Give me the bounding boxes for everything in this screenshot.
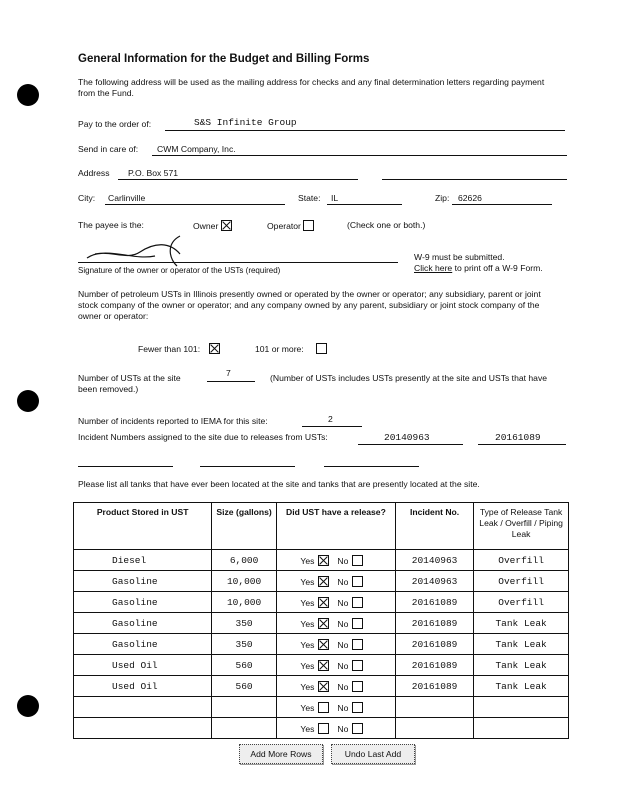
cell-release — [276, 571, 395, 592]
incident-number-line-2 — [478, 444, 566, 445]
release-yes-label: Yes — [300, 639, 315, 650]
address-label: Address — [78, 168, 110, 178]
operator-label: Operator — [267, 221, 301, 231]
incident-number-1[interactable]: 20140963 — [384, 432, 430, 443]
state-field[interactable]: IL — [331, 193, 339, 203]
header-product: Product Stored in UST — [74, 503, 212, 550]
incident-number-line-5 — [324, 466, 419, 467]
tanks-table — [73, 502, 569, 739]
release-no-label: No — [337, 618, 349, 629]
address-line-1 — [118, 179, 358, 180]
usts-at-site-label: Number of USTs at the site — [78, 373, 181, 383]
cell-release — [276, 697, 395, 718]
release-no-checkbox[interactable] — [352, 639, 363, 650]
table-row — [74, 550, 569, 571]
punch-hole-middle — [17, 390, 39, 412]
cell-release-type[interactable]: Overfill — [474, 571, 569, 592]
w9-link[interactable]: Click here — [414, 263, 453, 273]
ust-count-question: Number of petroleum USTs in Illinois presently owned or operated by the owner or operator; any subsidiary, parent or joint stock company of the owner or operator; and any company owned by any parent, subsidiary or joint stock company of the owner or operator: — [78, 289, 541, 321]
incident-numbers-label: Incident Numbers assigned to the site due to releases from USTs: — [78, 432, 328, 442]
signature-line — [78, 262, 398, 263]
undo-last-add-button[interactable]: Undo Last Add — [331, 744, 415, 764]
cell-incident[interactable] — [395, 697, 473, 718]
release-no-checkbox[interactable] — [352, 597, 363, 608]
signature-label: Signature of the owner or operator of the USTs (required) — [78, 266, 281, 275]
release-no-label: No — [337, 555, 349, 566]
add-more-rows-button[interactable]: Add More Rows — [239, 744, 323, 764]
more-than-101-option[interactable] — [255, 343, 327, 354]
cell-release-type[interactable]: Tank Leak — [474, 676, 569, 697]
release-yes-label: Yes — [300, 618, 315, 629]
more-than-101-label: 101 or more: — [255, 344, 304, 354]
header-size: Size (gallons) — [212, 503, 277, 550]
release-yes-checkbox[interactable] — [318, 639, 329, 650]
release-yes-checkbox[interactable] — [318, 597, 329, 608]
cell-release-type[interactable]: Overfill — [474, 592, 569, 613]
cell-product[interactable]: Used Oil — [74, 655, 212, 676]
release-yes-label: Yes — [300, 660, 315, 671]
tanks-instruction: Please list all tanks that have ever been located at the site and tanks that are presently located at the site. — [78, 479, 480, 489]
header-incident: Incident No. — [395, 503, 473, 550]
header-type: Type of Release Tank Leak / Overfill / Piping Leak — [474, 503, 569, 550]
owner-checkbox[interactable] — [221, 220, 232, 231]
fewer-than-101-option[interactable] — [138, 343, 220, 354]
cell-size[interactable]: 6,000 — [212, 550, 277, 571]
cell-incident[interactable]: 20161089 — [395, 634, 473, 655]
release-yes-checkbox[interactable] — [318, 681, 329, 692]
form-title: General Information for the Budget and Billing Forms — [78, 53, 370, 65]
table-row — [74, 718, 569, 739]
payee-label: The payee is the: — [78, 220, 144, 230]
fewer-than-101-checkbox[interactable] — [209, 343, 220, 354]
cell-product[interactable]: Gasoline — [74, 613, 212, 634]
release-no-checkbox[interactable] — [352, 723, 363, 734]
pay-to-label: Pay to the order of: — [78, 119, 152, 129]
release-yes-label: Yes — [300, 702, 315, 713]
cell-product[interactable] — [74, 718, 212, 739]
cell-size[interactable]: 560 — [212, 676, 277, 697]
cell-size[interactable]: 350 — [212, 634, 277, 655]
table-row — [74, 634, 569, 655]
cell-size[interactable] — [212, 718, 277, 739]
release-no-checkbox[interactable] — [352, 681, 363, 692]
cell-product[interactable]: Gasoline — [74, 571, 212, 592]
cell-release-type[interactable]: Tank Leak — [474, 655, 569, 676]
cell-incident[interactable]: 20161089 — [395, 655, 473, 676]
payee-note: (Check one or both.) — [347, 220, 426, 230]
zip-field[interactable]: 62626 — [458, 193, 482, 203]
pay-to-line — [165, 130, 565, 131]
incidents-reported-field[interactable]: 2 — [328, 414, 333, 424]
incidents-reported-label: Number of incidents reported to IEMA for this site: — [78, 416, 268, 426]
incident-number-line-1 — [358, 444, 463, 445]
release-no-checkbox[interactable] — [352, 618, 363, 629]
cell-product[interactable]: Gasoline — [74, 592, 212, 613]
cell-release — [276, 634, 395, 655]
table-row — [74, 592, 569, 613]
cell-release-type[interactable]: Overfill — [474, 550, 569, 571]
cell-product[interactable] — [74, 697, 212, 718]
cell-release-type[interactable]: Tank Leak — [474, 613, 569, 634]
release-no-label: No — [337, 660, 349, 671]
zip-line — [452, 204, 552, 205]
release-yes-checkbox[interactable] — [318, 723, 329, 734]
release-no-checkbox[interactable] — [352, 702, 363, 713]
more-than-101-checkbox[interactable] — [316, 343, 327, 354]
release-yes-checkbox[interactable] — [318, 618, 329, 629]
w9-note: W-9 must be submitted. — [414, 252, 505, 262]
table-row — [74, 613, 569, 634]
release-yes-checkbox[interactable] — [318, 702, 329, 713]
release-no-checkbox[interactable] — [352, 660, 363, 671]
address-line-2 — [382, 179, 567, 180]
table-row — [74, 571, 569, 592]
cell-incident[interactable]: 20140963 — [395, 571, 473, 592]
release-no-label: No — [337, 576, 349, 587]
punch-hole-top — [17, 84, 39, 106]
cell-product[interactable]: Diesel — [74, 550, 212, 571]
tanks-table-header — [74, 503, 569, 550]
release-yes-checkbox[interactable] — [318, 576, 329, 587]
punch-hole-bottom — [17, 695, 39, 717]
cell-release — [276, 655, 395, 676]
care-of-label: Send in care of: — [78, 144, 139, 154]
release-no-label: No — [337, 639, 349, 650]
release-yes-label: Yes — [300, 681, 315, 692]
table-row — [74, 697, 569, 718]
address-field[interactable]: P.O. Box 571 — [128, 168, 179, 178]
release-yes-label: Yes — [300, 597, 315, 608]
cell-incident[interactable]: 20161089 — [395, 676, 473, 697]
care-of-line — [152, 155, 567, 156]
cell-release — [276, 550, 395, 571]
cell-release — [276, 676, 395, 697]
release-no-label: No — [337, 597, 349, 608]
release-yes-label: Yes — [300, 723, 315, 734]
zip-label: Zip: — [435, 193, 450, 203]
cell-size[interactable]: 350 — [212, 613, 277, 634]
release-no-label: No — [337, 681, 349, 692]
cell-release — [276, 718, 395, 739]
city-field[interactable]: Carlinville — [108, 193, 146, 203]
cell-size[interactable]: 10,000 — [212, 571, 277, 592]
fewer-than-101-label: Fewer than 101: — [138, 344, 201, 354]
release-yes-checkbox[interactable] — [318, 660, 329, 671]
operator-option[interactable] — [267, 220, 314, 231]
usts-at-site-note: (Number of USTs includes USTs presently at the site and USTs that have been removed.) — [78, 373, 548, 394]
cell-product[interactable]: Used Oil — [74, 676, 212, 697]
pay-to-field[interactable]: S&S Infinite Group — [194, 117, 297, 128]
cell-incident[interactable] — [395, 718, 473, 739]
cell-size[interactable]: 10,000 — [212, 592, 277, 613]
owner-option[interactable] — [193, 220, 232, 231]
release-yes-label: Yes — [300, 555, 315, 566]
cell-size[interactable] — [212, 697, 277, 718]
cell-release-type[interactable]: Tank Leak — [474, 634, 569, 655]
release-yes-label: Yes — [300, 576, 315, 587]
incidents-reported-line — [302, 426, 362, 427]
cell-release-type[interactable] — [474, 718, 569, 739]
city-line — [105, 204, 285, 205]
cell-incident[interactable]: 20140963 — [395, 550, 473, 571]
cell-incident[interactable]: 20161089 — [395, 592, 473, 613]
intro-text: The following address will be used as the mailing address for checks and any final determination letters regarding payment from the Fund. — [78, 77, 545, 98]
city-label: City: — [78, 193, 96, 203]
state-label: State: — [298, 193, 321, 203]
cell-release — [276, 592, 395, 613]
release-yes-checkbox[interactable] — [318, 555, 329, 566]
release-no-checkbox[interactable] — [352, 576, 363, 587]
incident-number-line-3 — [78, 466, 173, 467]
cell-release-type[interactable] — [474, 697, 569, 718]
owner-label: Owner — [193, 221, 219, 231]
incident-number-2[interactable]: 20161089 — [495, 432, 541, 443]
release-no-checkbox[interactable] — [352, 555, 363, 566]
release-no-label: No — [337, 702, 349, 713]
incident-number-line-4 — [200, 466, 295, 467]
cell-product[interactable]: Gasoline — [74, 634, 212, 655]
cell-incident[interactable]: 20161089 — [395, 613, 473, 634]
w9-line — [414, 263, 543, 273]
table-row — [74, 655, 569, 676]
header-release: Did UST have a release? — [276, 503, 395, 550]
cell-size[interactable]: 560 — [212, 655, 277, 676]
care-of-field[interactable]: CWM Company, Inc. — [157, 144, 236, 154]
table-row — [74, 676, 569, 697]
state-line — [327, 204, 402, 205]
operator-checkbox[interactable] — [303, 220, 314, 231]
w9-link-after: to print off a W-9 Form. — [454, 263, 543, 273]
release-no-label: No — [337, 723, 349, 734]
usts-at-site-field[interactable]: 7 — [226, 368, 231, 378]
cell-release — [276, 613, 395, 634]
